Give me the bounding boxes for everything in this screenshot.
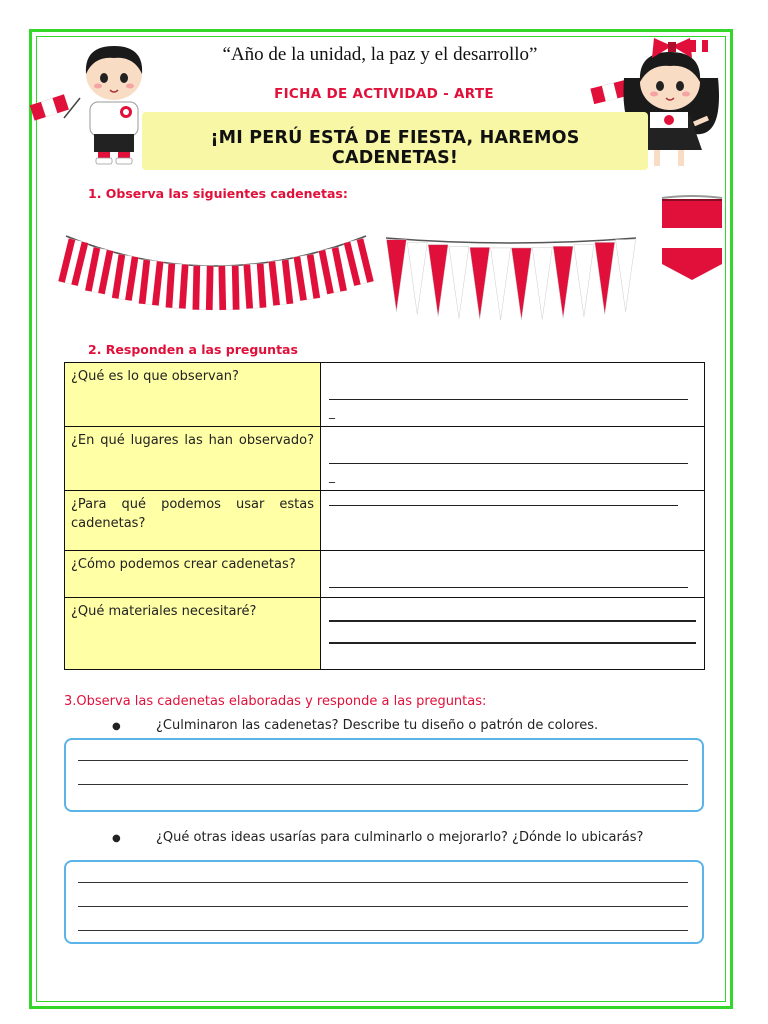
- answer-line: [78, 760, 688, 761]
- worksheet-type: FICHA DE ACTIVIDAD - ARTE: [274, 86, 494, 102]
- curved-garland-illustration: [64, 226, 368, 326]
- table-row: [65, 491, 705, 551]
- answer-cell[interactable]: [321, 491, 705, 551]
- answer-dash: _: [329, 469, 335, 483]
- question-cell: ¿Qué materiales necesitaré?: [65, 598, 321, 670]
- garland-flag: [139, 260, 164, 306]
- answer-cell[interactable]: [321, 427, 705, 491]
- pennant-flag: [428, 245, 448, 317]
- section-3-heading: 3.Observa las cadenetas elaboradas y responde a las preguntas:: [64, 694, 487, 709]
- table-row: [65, 551, 705, 598]
- garland-flag: [166, 263, 189, 308]
- garland-flag: [244, 263, 267, 308]
- pennant-flag: [595, 242, 615, 314]
- answer-line: [78, 784, 688, 785]
- question-3a: ¿Culminaron las cadenetas? Describe tu diseño o patrón de colores.: [156, 718, 599, 733]
- table-row: [65, 427, 705, 491]
- pennant-flag: [449, 246, 469, 318]
- answer-line: [329, 505, 678, 506]
- peru-banner-illustration: [660, 194, 724, 284]
- answer-line: [329, 587, 688, 588]
- pennant-flag: [491, 248, 511, 320]
- pennant-flag: [470, 247, 490, 319]
- question-3b: ¿Qué otras ideas usarías para culminarlo o mejorarlo? ¿Dónde lo ubicarás?: [156, 830, 644, 845]
- garland-flag: [112, 254, 138, 301]
- boy-with-flag-illustration: [30, 40, 160, 170]
- answer-cell[interactable]: [321, 363, 705, 427]
- garland-flag: [193, 266, 214, 310]
- garland-flag: [219, 266, 240, 310]
- answer-box-3b[interactable]: [64, 860, 704, 944]
- answer-line: [329, 620, 696, 622]
- answer-line: [78, 882, 688, 883]
- answer-line: [329, 399, 688, 400]
- answer-line: [329, 463, 688, 464]
- pennant-flag: [553, 246, 573, 318]
- section-2-heading: 2. Responden a las preguntas: [88, 342, 298, 357]
- table-row: [65, 598, 705, 670]
- pennant-flag: [407, 242, 427, 314]
- answer-cell[interactable]: [321, 598, 705, 670]
- garland-flag: [269, 260, 294, 306]
- pennant-flag: [616, 240, 636, 312]
- pennant-flag: [511, 248, 531, 320]
- pennant-flag: [386, 240, 406, 312]
- questions-table: [64, 362, 705, 670]
- table-row: [65, 363, 705, 427]
- garland-flag: [319, 247, 347, 294]
- answer-dash: _: [329, 405, 335, 419]
- question-cell: ¿Para qué podemos usar estas cadenetas?: [65, 491, 321, 551]
- section-1-heading: 1. Observa las siguientes cadenetas:: [88, 186, 348, 201]
- answer-cell[interactable]: [321, 551, 705, 598]
- pennant-flag: [574, 245, 594, 317]
- question-cell: ¿Qué es lo que observan?: [65, 363, 321, 427]
- answer-line: [78, 930, 688, 931]
- bullet-icon: ●: [112, 721, 121, 732]
- answer-box-3a[interactable]: [64, 738, 704, 812]
- page-title: ¡MI PERÚ ESTÁ DE FIESTA, HAREMOS CADENETAS!: [210, 128, 580, 168]
- answer-line: [329, 642, 696, 644]
- national-motto: “Año de la unidad, la paz y el desarrollo”: [222, 44, 538, 65]
- garland-flag: [85, 247, 113, 294]
- answer-line: [78, 906, 688, 907]
- question-cell: ¿En qué lugares las han observado?: [65, 427, 321, 491]
- pennant-garland-illustration: [384, 232, 638, 318]
- question-cell: ¿Cómo podemos crear cadenetas?: [65, 551, 321, 598]
- bullet-icon: ●: [112, 833, 121, 844]
- garland-flag: [294, 254, 320, 301]
- pennant-flag: [532, 247, 552, 319]
